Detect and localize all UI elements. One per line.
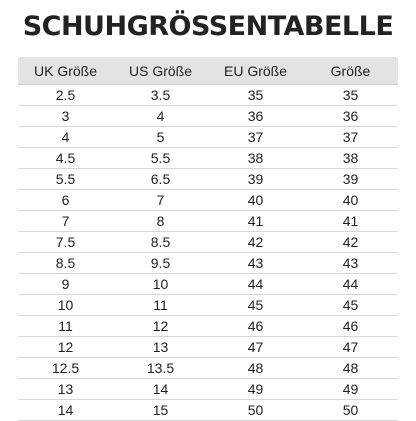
uk-size-cell: 4.5 (18, 148, 113, 169)
us-size-cell: 12 (113, 316, 208, 337)
size-cell: 49 (303, 379, 398, 400)
table-row (18, 190, 398, 211)
size-cell: 46 (303, 316, 398, 337)
size-cell: 39 (303, 169, 398, 190)
header-eu-size: EU Größe (208, 57, 303, 85)
uk-size-cell: 14 (18, 400, 113, 421)
us-size-cell: 6.5 (113, 169, 208, 190)
us-size-cell: 4 (113, 106, 208, 127)
header-uk-size: UK Größe (18, 57, 113, 85)
uk-size-cell: 10 (18, 295, 113, 316)
table-row (18, 379, 398, 400)
size-cell: 44 (303, 274, 398, 295)
size-cell: 42 (303, 232, 398, 253)
us-size-cell: 3.5 (113, 85, 208, 106)
table-row (18, 106, 398, 127)
size-cell: 50 (303, 400, 398, 421)
table-row (18, 169, 398, 190)
eu-size-cell: 49 (208, 379, 303, 400)
size-chart-table (18, 57, 398, 421)
page-title: SCHUHGRÖSSENTABELLE (22, 11, 394, 42)
uk-size-cell: 5.5 (18, 169, 113, 190)
size-cell: 38 (303, 148, 398, 169)
uk-size-cell: 13 (18, 379, 113, 400)
size-cell: 43 (303, 253, 398, 274)
header-size: Größe (303, 57, 398, 85)
table-row (18, 295, 398, 316)
eu-size-cell: 35 (208, 85, 303, 106)
uk-size-cell: 8.5 (18, 253, 113, 274)
size-cell: 40 (303, 190, 398, 211)
table-row (18, 358, 398, 379)
size-cell: 41 (303, 211, 398, 232)
table-row (18, 211, 398, 232)
us-size-cell: 13 (113, 337, 208, 358)
table-row (18, 274, 398, 295)
us-size-cell: 7 (113, 190, 208, 211)
us-size-cell: 9.5 (113, 253, 208, 274)
eu-size-cell: 50 (208, 400, 303, 421)
us-size-cell: 5 (113, 127, 208, 148)
uk-size-cell: 7 (18, 211, 113, 232)
eu-size-cell: 38 (208, 148, 303, 169)
size-cell: 45 (303, 295, 398, 316)
size-cell: 37 (303, 127, 398, 148)
eu-size-cell: 46 (208, 316, 303, 337)
size-cell: 48 (303, 358, 398, 379)
table-row (18, 232, 398, 253)
us-size-cell: 8 (113, 211, 208, 232)
table-row (18, 127, 398, 148)
us-size-cell: 10 (113, 274, 208, 295)
size-cell: 36 (303, 106, 398, 127)
uk-size-cell: 9 (18, 274, 113, 295)
size-cell: 35 (303, 85, 398, 106)
size-cell: 47 (303, 337, 398, 358)
uk-size-cell: 12.5 (18, 358, 113, 379)
eu-size-cell: 48 (208, 358, 303, 379)
eu-size-cell: 45 (208, 295, 303, 316)
us-size-cell: 14 (113, 379, 208, 400)
table-header-row (18, 57, 398, 85)
eu-size-cell: 36 (208, 106, 303, 127)
table-row (18, 316, 398, 337)
uk-size-cell: 4 (18, 127, 113, 148)
us-size-cell: 11 (113, 295, 208, 316)
eu-size-cell: 42 (208, 232, 303, 253)
table-row (18, 148, 398, 169)
uk-size-cell: 3 (18, 106, 113, 127)
table-body (18, 85, 398, 421)
table-row (18, 400, 398, 421)
eu-size-cell: 39 (208, 169, 303, 190)
uk-size-cell: 2.5 (18, 85, 113, 106)
uk-size-cell: 6 (18, 190, 113, 211)
eu-size-cell: 41 (208, 211, 303, 232)
eu-size-cell: 43 (208, 253, 303, 274)
table-row (18, 253, 398, 274)
table-row (18, 85, 398, 106)
table-row (18, 337, 398, 358)
us-size-cell: 5.5 (113, 148, 208, 169)
uk-size-cell: 12 (18, 337, 113, 358)
us-size-cell: 15 (113, 400, 208, 421)
us-size-cell: 8.5 (113, 232, 208, 253)
eu-size-cell: 37 (208, 127, 303, 148)
eu-size-cell: 47 (208, 337, 303, 358)
header-us-size: US Größe (113, 57, 208, 85)
eu-size-cell: 40 (208, 190, 303, 211)
uk-size-cell: 7.5 (18, 232, 113, 253)
us-size-cell: 13.5 (113, 358, 208, 379)
uk-size-cell: 11 (18, 316, 113, 337)
eu-size-cell: 44 (208, 274, 303, 295)
